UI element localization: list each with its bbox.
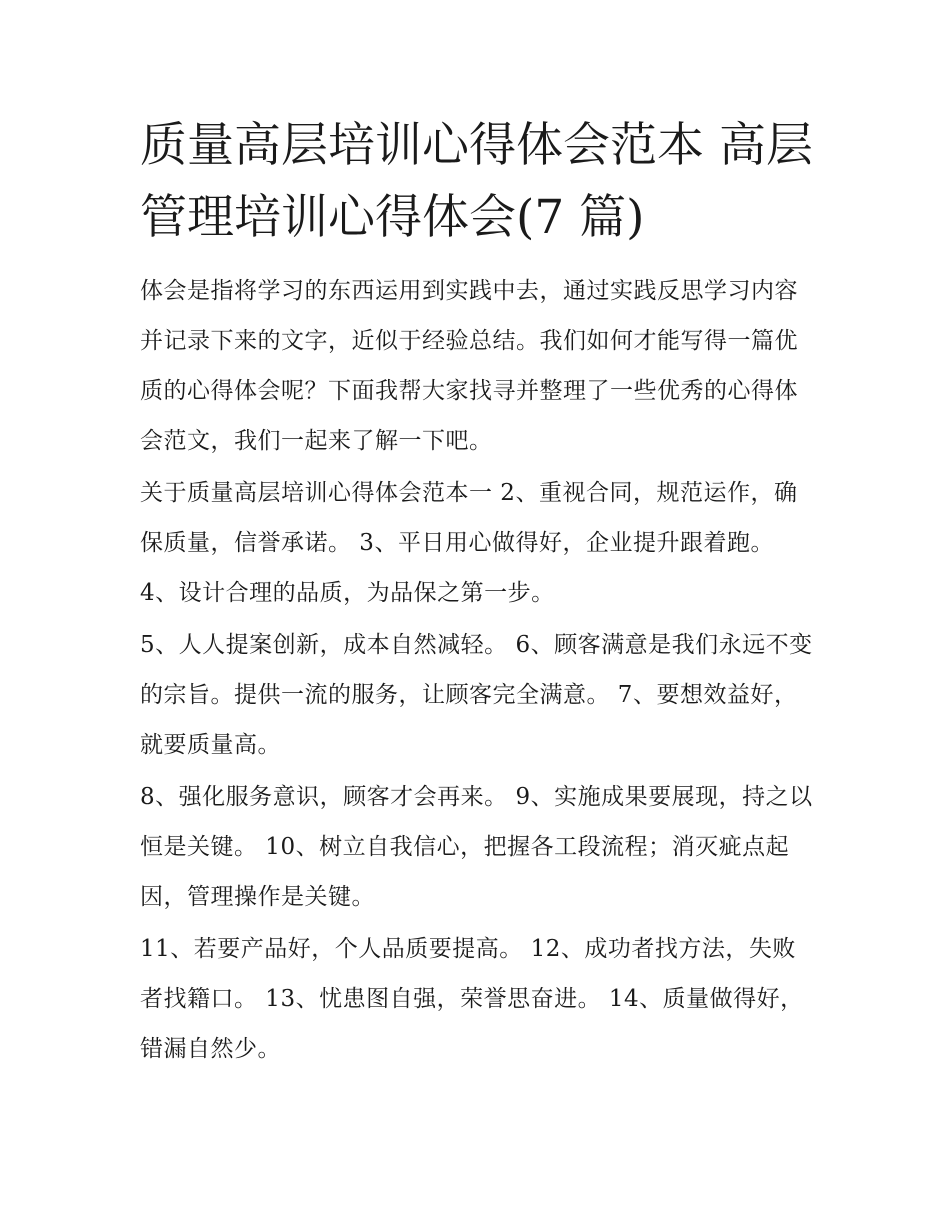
body-paragraph: 8、强化服务意识，顾客才会再来。 9、实施成果要展现，持之以恒是关键。 10、树立自我信心，把握各工段流程；消灭疵点起因，管理操作是关键。 [140,784,813,910]
document-body [140,110,816,1074]
body-paragraph: 关于质量高层培训心得体会范本一 2、重视合同，规范运作，确保质量，信誉承诺。 3、平日用心做得好，企业提升跟着跑。 4、设计合理的品质，为品保之第一步。 [140,480,798,606]
intro-paragraph: 体会是指将学习的东西运用到实践中去，通过实践反思学习内容并记录下来的文字，近似于经验总结。我们如何才能写得一篇优质的心得体会呢？下面我帮大家找寻并整理了一些优秀的心得体会范文，我们一起来了解一下吧。 [140,278,798,454]
body-paragraph: 5、人人提案创新，成本自然减轻。 6、顾客满意是我们永远不变的宗旨。提供一流的服务，让顾客完全满意。 7、要想效益好，就要质量高。 [140,632,813,758]
document-title: 质量高层培训心得体会范本 高层管理培训心得体会(7 篇) [140,118,813,245]
body-paragraph: 11、若要产品好，个人品质要提高。 12、成功者找方法，失败者找籍口。 13、忧患图自强，荣誉思奋进。 14、质量做得好，错漏自然少。 [140,936,804,1062]
